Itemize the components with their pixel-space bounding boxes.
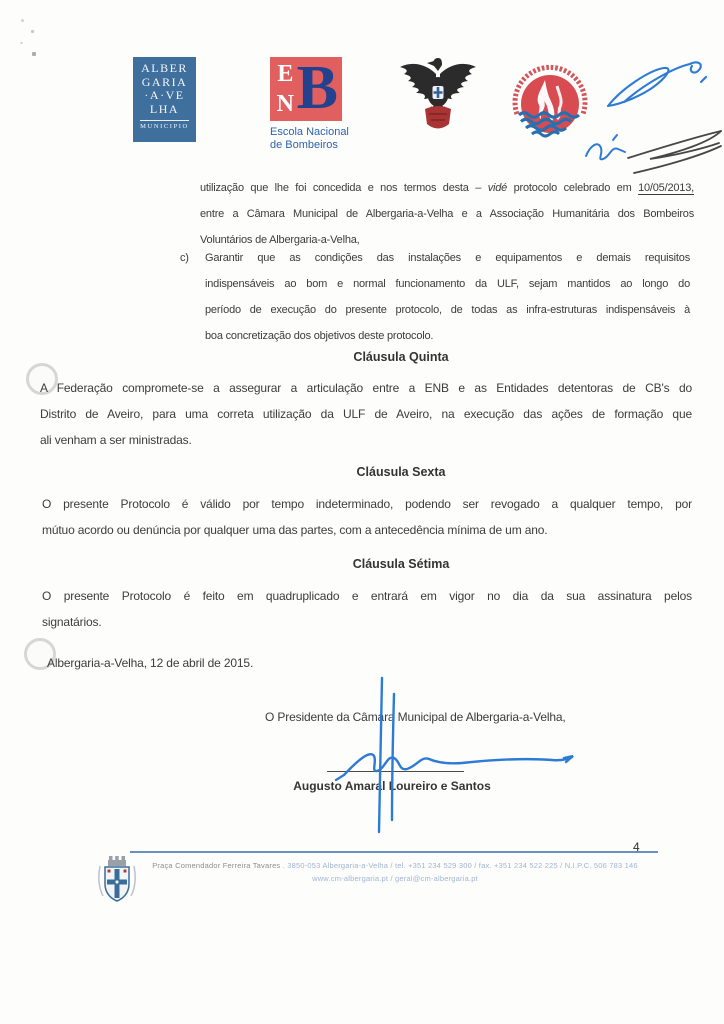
intro-italic-vide: vidé <box>487 182 508 194</box>
signature-initials-lower <box>580 118 724 180</box>
list-item-c: c) Garantir que as condições das instalações e equipamentos e demais requisitos indispensáveis ao bom e normal funcionamento da ULF, sejam mantidos ao longo do período de execução do presente protocolo, de todas as infra-estruturas indispensáveis à boa concretização dos objetivos deste protocolo. <box>180 245 690 349</box>
municipality-logo-caption: MUNICIPIO <box>140 123 189 130</box>
enb-logo <box>270 54 354 152</box>
enb-letter-e: E <box>277 61 294 87</box>
footer-web-line: www.cm-albergaria.pt / geral@cm-albergaria.pt <box>312 874 478 883</box>
signature-title: O Presidente da Câmara Municipal de Albergaria-a-Velha, <box>265 710 566 724</box>
clause-5-heading: Cláusula Quinta <box>353 350 449 364</box>
eagle-crest-logo <box>396 54 480 146</box>
enb-caption-line1: Escola Nacional <box>270 126 349 138</box>
logo-divider <box>140 120 189 121</box>
protocol-date: 10/05/2013, <box>638 182 694 194</box>
signature-main <box>330 672 580 837</box>
enb-letter-b: B <box>296 54 338 122</box>
municipality-logo-text: ALBER <box>141 61 188 75</box>
municipality-logo: ALBER GARIA ·A·VE LHA MUNICIPIO <box>133 57 196 142</box>
page-number: 4 <box>633 840 640 854</box>
scan-speck <box>20 42 23 44</box>
clause-5-paragraph: A Federação compromete-se a assegurar a articulação entre a ENB e as Entidades detentoras de CB's do Distrito de Aveiro, para uma correta utilização da ULF de Aveiro, na execução das ações de formação que ali venham a ser ministradas. <box>40 381 692 447</box>
scan-speck <box>31 30 34 33</box>
enb-letter-n: N <box>276 91 294 117</box>
signature-initials-top <box>602 58 712 120</box>
place-date-line: Albergaria-a-Velha, 12 de abril de 2015. <box>47 656 254 670</box>
scan-speck <box>32 52 36 56</box>
intro-text: utilização que lhe foi concedida e nos termos desta – <box>200 182 488 194</box>
clause-7-heading: Cláusula Sétima <box>352 557 450 571</box>
footer-address-rest: . 3850-053 Albergaria-a-Velha / tel. +351 234 529 300 / fax. +351 234 522 225 / N.I.P.C. 506 783 146 <box>280 861 638 870</box>
intro-paragraph: utilização que lhe foi concedida e nos termos desta – vidé protocolo celebrado em 10/05/2013, entre a Câmara Municipal de Albergaria-a-Velha e a Associação Humanitária dos Bombeiros Voluntários de Albergaria-a-Velha, <box>200 182 694 246</box>
clause-6-heading: Cláusula Sexta <box>356 465 446 479</box>
enb-caption-line2: de Bombeiros <box>270 139 338 151</box>
clause-6-paragraph: O presente Protocolo é válido por tempo indeterminado, podendo ser revogado a qualquer tempo, por mútuo acordo ou denúncia por qualquer uma das partes, com a antecedência mínima de um ano. <box>42 497 692 537</box>
footer-address <box>128 859 662 885</box>
footer-address-name: Praça Comendador Ferreira Tavares <box>152 861 281 870</box>
clause-7-paragraph: O presente Protocolo é feito em quadruplicado e entrará em vigor no dia da sua assinatura pelos signatários. <box>42 589 692 629</box>
footer-rule <box>130 851 658 853</box>
scan-speck <box>21 19 24 22</box>
list-item-c-label: c) <box>180 252 189 264</box>
signatory-name: Augusto Amaral Loureiro e Santos <box>293 779 491 793</box>
enb-logo-mark <box>270 54 342 122</box>
